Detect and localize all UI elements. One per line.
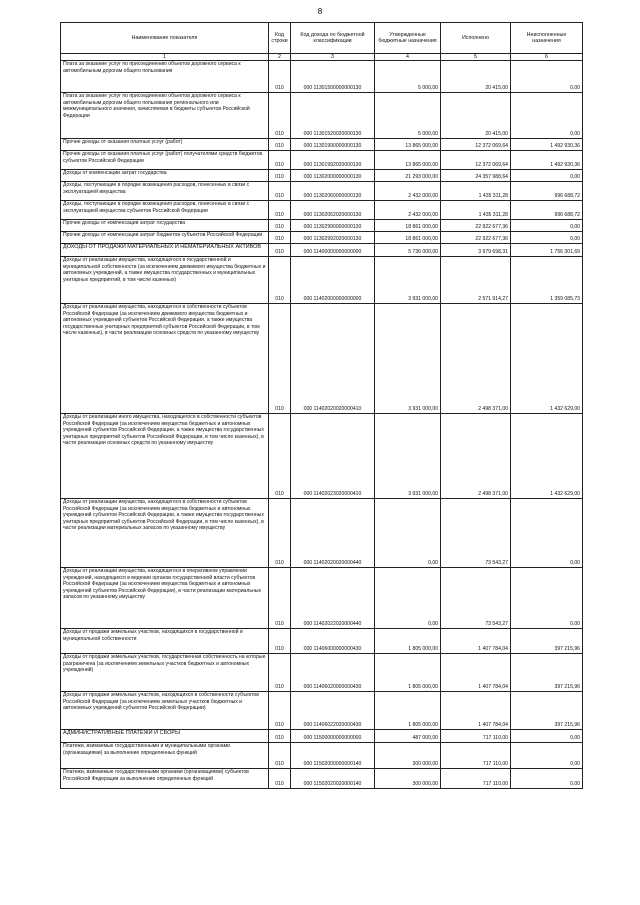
row-name: Платежи, взимаемые государственными и муниципальными органами (организациями) за выполнение определенных функций [61,743,269,769]
row-revenue-code: 000 11400000000000000 [291,244,375,257]
row-name: Доходы от реализации имущества, находящегося в собственности субъектов Российской Федерации (за исключением движимого имущества бюджетных и автономных учреждений субъектов Российской Федерации, а также имущества государственных унитарных предприятий субъектов Российской Федерации, в том числе казенных), в части реализации основных средств по указанному имуществу [61,304,269,414]
row-line-code: 010 [269,232,291,244]
row-approved-amount: 18 861 000,00 [375,220,441,232]
table-row [61,769,583,789]
column-number: 4 [375,54,441,61]
row-unexecuted-amount: 1 432 629,00 [511,414,583,499]
row-name: Доходы от продажи земельных участков, находящихся в собственности субъектов Российской Федерации (за исключением земельных участков бюджетных и автономных учреждений субъектов Российской Федерации) [61,692,269,730]
row-line-code: 010 [269,93,291,139]
row-approved-amount: 18 861 000,00 [375,232,441,244]
row-unexecuted-amount: 996 688,72 [511,201,583,220]
row-executed-amount: 22 922 677,36 [441,220,511,232]
row-approved-amount: 2 432 000,00 [375,201,441,220]
row-executed-amount: 3 979 698,31 [441,244,511,257]
header-executed: Исполнено [441,23,511,54]
row-line-code: 010 [269,629,291,654]
row-revenue-code: 000 11302062020000130 [291,201,375,220]
table-row [61,61,583,93]
row-unexecuted-amount: 397 215,96 [511,654,583,692]
table-row [61,257,583,304]
row-revenue-code: 000 11302060000000130 [291,182,375,201]
row-unexecuted-amount: 0,00 [511,61,583,93]
header-revenue-code: Код дохода по бюджетной классификации [291,23,375,54]
table-row [61,654,583,692]
row-executed-amount: 24 357 988,64 [441,170,511,182]
row-approved-amount: 0,00 [375,499,441,568]
row-approved-amount: 5 736 000,00 [375,244,441,257]
row-unexecuted-amount: 0,00 [511,232,583,244]
table-row [61,304,583,414]
row-line-code: 010 [269,499,291,568]
row-revenue-code: 000 11301990000000130 [291,139,375,151]
column-number: 1 [61,54,269,61]
row-line-code: 010 [269,220,291,232]
row-line-code: 010 [269,182,291,201]
row-executed-amount: 73 543,27 [441,499,511,568]
row-approved-amount: 300 000,00 [375,769,441,789]
row-name: Прочие доходы от компенсации затрат бюджетов субъектов Российской Федерации [61,232,269,244]
table-row [61,220,583,232]
row-unexecuted-amount: 1 492 930,36 [511,151,583,170]
column-number: 2 [269,54,291,61]
row-executed-amount: 717 110,00 [441,730,511,743]
row-approved-amount: 21 293 000,00 [375,170,441,182]
row-name: Плата за оказание услуг по присоединению объектов дорожного сервиса к автомобильным дорогам общего пользования регионального или межмуниципального значения, зачисляемая в бюджеты субъектов Российской Федерации [61,93,269,139]
row-name: Прочие доходы от компенсации затрат государства [61,220,269,232]
row-revenue-code: 000 11402020020000410 [291,304,375,414]
row-approved-amount: 1 805 000,00 [375,629,441,654]
row-line-code: 010 [269,151,291,170]
row-line-code: 010 [269,170,291,182]
row-revenue-code: 000 11406022020000430 [291,692,375,730]
row-name: Прочие доходы от оказания платных услуг (работ) получателями средств бюджетов субъектов Российской Федерации [61,151,269,170]
row-executed-amount: 1 407 784,04 [441,654,511,692]
row-approved-amount: 5 000,00 [375,61,441,93]
row-approved-amount: 0,00 [375,568,441,629]
row-unexecuted-amount: 397 215,96 [511,692,583,730]
table-row [61,499,583,568]
row-executed-amount: 2 571 914,27 [441,257,511,304]
row-executed-amount: 717 110,00 [441,743,511,769]
row-executed-amount: 12 372 069,64 [441,151,511,170]
row-line-code: 010 [269,730,291,743]
row-unexecuted-amount: 0,00 [511,743,583,769]
row-executed-amount: 20 415,00 [441,61,511,93]
table-row [61,232,583,244]
row-executed-amount: 1 407 784,04 [441,629,511,654]
header-line-code: Код строки [269,23,291,54]
row-line-code: 010 [269,201,291,220]
header-unexecuted: Неисполненные назначения [511,23,583,54]
row-revenue-code: 000 11302000000000130 [291,170,375,182]
table-row [61,743,583,769]
row-executed-amount: 2 498 371,00 [441,304,511,414]
row-executed-amount: 717 110,00 [441,769,511,789]
row-name: Доходы от реализации имущества, находящегося в оперативном управлении учреждений, находящихся в ведении органов государственной власти субъектов Российской Федерации (за исключением имущества бюджетных и автономных учреждений субъектов Российской Федерации), в части реализации материальных запасов по указанному имуществу [61,568,269,629]
row-revenue-code: 000 11301500000000130 [291,61,375,93]
row-name: ДОХОДЫ ОТ ПРОДАЖИ МАТЕРИАЛЬНЫХ И НЕМАТЕРИАЛЬНЫХ АКТИВОВ [61,244,269,257]
row-line-code: 010 [269,257,291,304]
row-executed-amount: 22 922 677,36 [441,232,511,244]
row-unexecuted-amount: 0,00 [511,730,583,743]
row-unexecuted-amount: 1 756 301,69 [511,244,583,257]
row-revenue-code: 000 11301520020000130 [291,93,375,139]
table-row [61,93,583,139]
row-unexecuted-amount: 1 359 085,73 [511,257,583,304]
row-revenue-code: 000 11502000000000140 [291,743,375,769]
table-row [61,414,583,499]
row-revenue-code: 000 11402023020000410 [291,414,375,499]
row-unexecuted-amount: 0,00 [511,170,583,182]
row-executed-amount: 2 498 371,00 [441,414,511,499]
row-unexecuted-amount: 0,00 [511,769,583,789]
row-executed-amount: 12 372 069,64 [441,139,511,151]
row-revenue-code: 000 11302990000000130 [291,220,375,232]
row-line-code: 010 [269,769,291,789]
row-revenue-code: 000 11402020020000440 [291,499,375,568]
row-unexecuted-amount: 1 432 629,00 [511,304,583,414]
row-line-code: 010 [269,244,291,257]
row-unexecuted-amount: 0,00 [511,93,583,139]
revenue-report-table [60,22,583,789]
row-revenue-code: 000 11402022020000440 [291,568,375,629]
row-name: Доходы от продажи земельных участков, государственная собственность на которые разграничена (за исключением земельных участков бюджетных и автономных учреждений) [61,654,269,692]
row-executed-amount: 20 415,00 [441,93,511,139]
row-unexecuted-amount: 996 688,72 [511,182,583,201]
row-name: Платежи, взимаемые государственными органами (организациями) субъектов Российской Федерации за выполнение определенных функций [61,769,269,789]
row-revenue-code: 000 11406000000000430 [291,629,375,654]
row-approved-amount: 300 000,00 [375,743,441,769]
table-header-row [61,23,583,54]
table-row [61,170,583,182]
row-revenue-code: 000 11502020020000140 [291,769,375,789]
row-name: Доходы, поступающие в порядке возмещения расходов, понесенных в связи с эксплуатацией имущества субъектов Российской Федерации [61,201,269,220]
header-indicator-name: Наименование показателя [61,23,269,54]
table-row [61,568,583,629]
table-row [61,692,583,730]
row-approved-amount: 13 865 000,00 [375,139,441,151]
row-line-code: 010 [269,304,291,414]
column-number-row [61,54,583,61]
row-name: Доходы от реализации иного имущества, находящегося в собственности субъектов Российской Федерации (за исключением имущества бюджетных и автономных учреждений субъектов Российской Федерации, а также имущества государственных унитарных предприятий субъектов Российской Федерации, в том числе казенных), в части реализации основных средств по указанному имуществу [61,414,269,499]
table-row [61,151,583,170]
row-revenue-code: 000 11402000000000000 [291,257,375,304]
row-revenue-code: 000 11301992020000130 [291,151,375,170]
header-approved: Утвержденные бюджетные назначения [375,23,441,54]
row-approved-amount: 3 931 000,00 [375,257,441,304]
row-approved-amount: 2 432 000,00 [375,182,441,201]
row-unexecuted-amount: 0,00 [511,568,583,629]
row-line-code: 010 [269,61,291,93]
row-approved-amount: 3 931 000,00 [375,414,441,499]
row-name: Доходы от реализации имущества, находящегося в государственной и муниципальной собственности (за исключением движимого имущества бюджетных и автономных учреждений, а также имущества государственных и муниципальных унитарных предприятий, в том числе казенных) [61,257,269,304]
table-row [61,730,583,743]
table-row [61,139,583,151]
row-name: Доходы от продажи земельных участков, находящихся в государственной и муниципальной собственности [61,629,269,654]
row-unexecuted-amount: 397 215,96 [511,629,583,654]
table-row [61,201,583,220]
table-row [61,182,583,201]
row-unexecuted-amount: 0,00 [511,220,583,232]
table-row [61,629,583,654]
row-line-code: 010 [269,743,291,769]
row-executed-amount: 1 435 311,28 [441,182,511,201]
row-revenue-code: 000 11406020000000430 [291,654,375,692]
row-approved-amount: 487 000,00 [375,730,441,743]
row-approved-amount: 1 805 000,00 [375,692,441,730]
row-approved-amount: 3 931 000,00 [375,304,441,414]
row-revenue-code: 000 11500000000000000 [291,730,375,743]
row-executed-amount: 1 435 311,28 [441,201,511,220]
row-approved-amount: 1 805 000,00 [375,654,441,692]
row-name: Доходы от реализации имущества, находящегося в собственности субъектов Российской Федерации (за исключением имущества бюджетных и автономных учреждений субъектов Российской Федерации, а также имущества государственных унитарных предприятий субъектов Российской Федерации, в том числе казенных), в части реализации материальных запасов по указанному имуществу [61,499,269,568]
table-row [61,244,583,257]
row-approved-amount: 5 000,00 [375,93,441,139]
row-name: АДМИНИСТРАТИВНЫЕ ПЛАТЕЖИ И СБОРЫ [61,730,269,743]
row-name: Прочие доходы от оказания платных услуг (работ) [61,139,269,151]
row-line-code: 010 [269,654,291,692]
column-number: 3 [291,54,375,61]
row-name: Доходы от компенсации затрат государства [61,170,269,182]
row-unexecuted-amount: 0,00 [511,499,583,568]
row-approved-amount: 13 865 000,00 [375,151,441,170]
row-name: Доходы, поступающие в порядке возмещения расходов, понесенных в связи с эксплуатацией имущества [61,182,269,201]
row-line-code: 010 [269,414,291,499]
row-unexecuted-amount: 1 492 930,36 [511,139,583,151]
row-name: Плата за оказание услуг по присоединению объектов дорожного сервиса к автомобильным дорогам общего пользования [61,61,269,93]
row-executed-amount: 73 543,27 [441,568,511,629]
table-body [61,61,583,789]
row-revenue-code: 000 11302992020000130 [291,232,375,244]
page-number: 8 [317,7,323,16]
row-line-code: 010 [269,692,291,730]
row-line-code: 010 [269,139,291,151]
column-number: 5 [441,54,511,61]
row-line-code: 010 [269,568,291,629]
row-executed-amount: 1 407 784,04 [441,692,511,730]
column-number: 6 [511,54,583,61]
